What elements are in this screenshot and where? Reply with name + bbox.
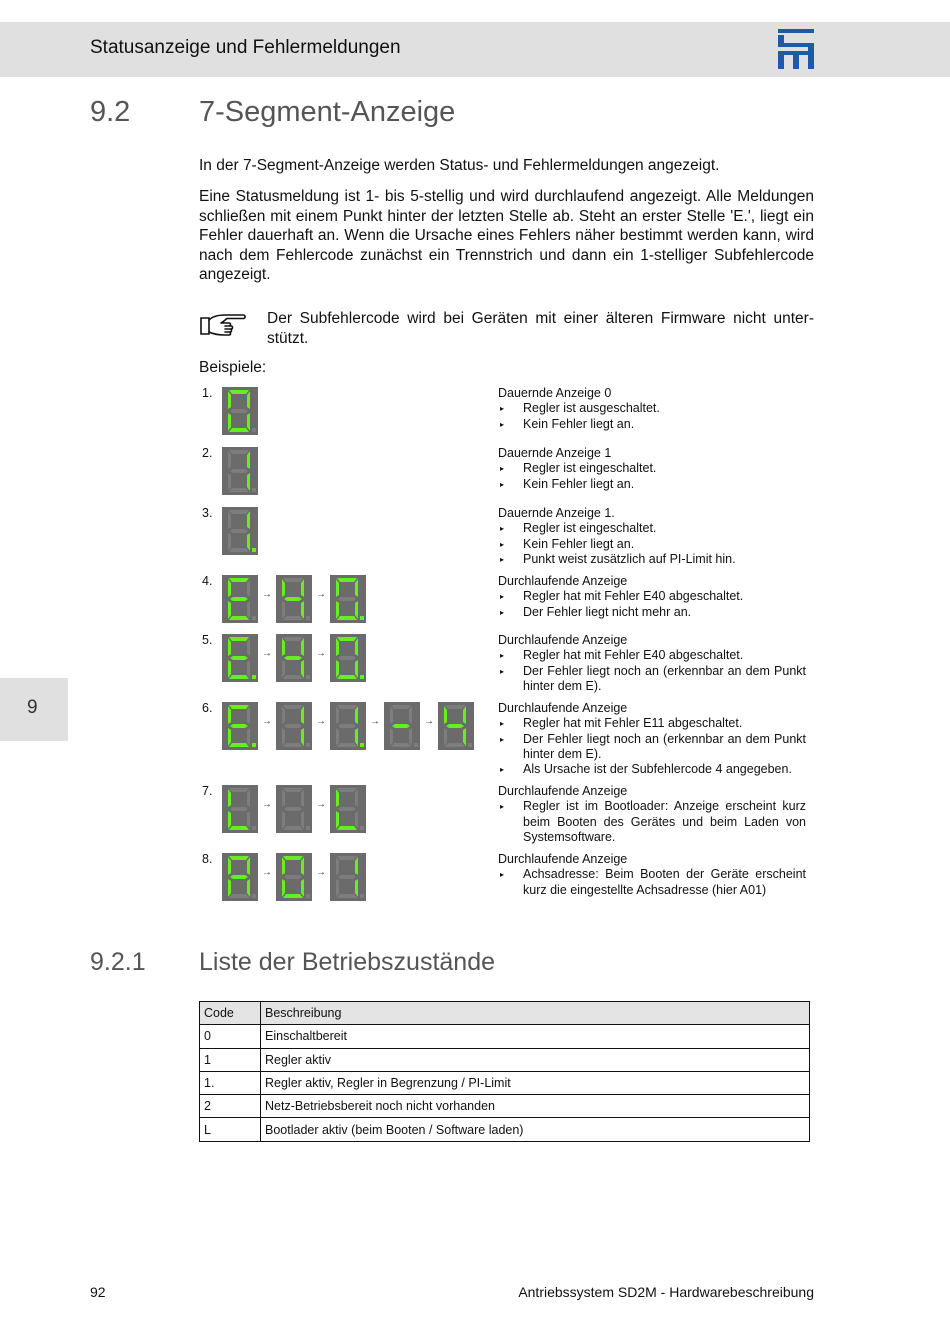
seven-segment-digit (330, 702, 366, 750)
table-row (200, 1071, 810, 1094)
list-item (498, 589, 806, 604)
bullet-text: Als Ursache ist der Subfehlercode 4 angegeben. (523, 762, 792, 777)
seven-segment-digit (276, 853, 312, 901)
bullet-triangle-icon: ▸ (500, 734, 505, 744)
segment-a (283, 856, 303, 860)
bullet-list (498, 648, 806, 694)
decimal-point (252, 894, 256, 898)
bullet-text: Der Fehler liegt noch an (erkennbar an dem Punkt hinter dem E). (523, 663, 806, 693)
list-item (498, 648, 806, 663)
bullet-list (498, 401, 806, 432)
segment-g (446, 724, 464, 728)
example-description (498, 852, 806, 898)
segment-d (283, 826, 303, 830)
list-item (498, 762, 806, 777)
arrow-right-icon: → (316, 716, 326, 727)
decimal-point (252, 428, 256, 432)
footer-page-number: 92 (90, 1284, 106, 1300)
bullet-text: Regler ist eingeschaltet. (523, 521, 657, 536)
seven-segment-digit (222, 853, 258, 901)
list-item (498, 867, 806, 898)
bullet-triangle-icon: ▸ (500, 479, 505, 489)
example-number: 8. (202, 852, 213, 866)
segment-g (230, 529, 248, 533)
segment-d (229, 743, 249, 747)
segment-g (284, 807, 302, 811)
segment-a (229, 705, 249, 709)
arrow-right-icon: → (262, 589, 272, 600)
example-number: 4. (202, 574, 213, 588)
list-item (498, 521, 806, 536)
seven-segment-digit (276, 634, 312, 682)
segment-g (338, 597, 356, 601)
bullet-text: Regler hat mit Fehler E40 abgeschaltet. (523, 648, 744, 663)
decimal-point (252, 616, 256, 620)
section-title: 7-Segment-Anzeige (199, 96, 456, 128)
sew-logo-icon (778, 29, 814, 69)
segment-d (445, 743, 465, 747)
segment-d (337, 743, 357, 747)
decimal-point (252, 488, 256, 492)
bullet-triangle-icon: ▸ (500, 404, 505, 414)
example-title: Dauernde Anzeige 1. (498, 506, 615, 520)
examples-heading: Beispiele: (199, 359, 267, 376)
decimal-point (252, 675, 256, 679)
arrow-right-icon: → (316, 799, 326, 810)
seven-segment-digit (222, 447, 258, 495)
pointing-hand-icon (199, 310, 247, 338)
list-item (498, 799, 806, 845)
example-description (498, 446, 806, 492)
bullet-triangle-icon: ▸ (500, 607, 505, 617)
seven-segment-digit (222, 785, 258, 833)
cell-code: 1 (200, 1048, 261, 1071)
footer-document-title: Antriebssystem SD2M - Hardwarebeschreibung (518, 1284, 814, 1300)
segment-a (229, 637, 249, 641)
bullet-triangle-icon: ▸ (500, 765, 505, 775)
arrow-right-icon: → (424, 716, 434, 727)
segment-g (230, 724, 248, 728)
example-title: Durchlaufende Anzeige (498, 852, 628, 866)
example-title: Durchlaufende Anzeige (498, 701, 628, 715)
segment-a (337, 856, 357, 860)
segment-g (230, 656, 248, 660)
example-description (498, 386, 806, 432)
segment-g (392, 724, 410, 728)
seven-segment-digit (222, 507, 258, 555)
seven-segment-digit (222, 387, 258, 435)
segment-a (229, 856, 249, 860)
segment-a (229, 578, 249, 582)
example-description (498, 701, 806, 777)
decimal-point (252, 743, 256, 747)
list-item (498, 461, 806, 476)
segment-a (445, 705, 465, 709)
section-number: 9.2 (90, 96, 131, 128)
list-item (498, 664, 806, 695)
decimal-point (360, 826, 364, 830)
states-table (199, 1001, 810, 1142)
segment-g (230, 807, 248, 811)
cell-code: 1. (200, 1071, 261, 1094)
segment-a (283, 788, 303, 792)
table-row (200, 1048, 810, 1071)
segment-d (337, 826, 357, 830)
segment-g (338, 656, 356, 660)
bullet-triangle-icon: ▸ (500, 802, 505, 812)
segment-g (284, 875, 302, 879)
bullet-triangle-icon: ▸ (500, 870, 505, 880)
bullet-triangle-icon: ▸ (500, 539, 505, 549)
bullet-triangle-icon: ▸ (500, 554, 505, 564)
arrow-right-icon: → (262, 716, 272, 727)
segment-d (229, 488, 249, 492)
bullet-text: Regler ist im Bootloader: Anzeige erscheint kurz beim Booten des Gerätes und beim Laden von Systemsoftware. (523, 799, 806, 844)
bullet-list (498, 799, 806, 845)
decimal-point (360, 675, 364, 679)
bullet-text: Regler ist eingeschaltet. (523, 461, 657, 476)
intro-paragraph: In der 7-Segment-Anzeige werden Status- und Fehlermeldungen angezeigt. (199, 157, 720, 174)
arrow-right-icon: → (316, 867, 326, 878)
segment-a (391, 705, 411, 709)
segment-d (283, 616, 303, 620)
example-description (498, 506, 806, 567)
segment-d (283, 743, 303, 747)
bullet-triangle-icon: ▸ (500, 651, 505, 661)
segment-a (229, 450, 249, 454)
bullet-triangle-icon: ▸ (500, 419, 505, 429)
bullet-list (498, 521, 806, 567)
segment-g (338, 875, 356, 879)
segment-d (283, 675, 303, 679)
bullet-list (498, 716, 806, 777)
segment-d (337, 894, 357, 898)
segment-d (337, 616, 357, 620)
example-title: Durchlaufende Anzeige (498, 633, 628, 647)
header-code: Code (200, 1002, 261, 1025)
table-row (200, 1025, 810, 1048)
segment-a (337, 578, 357, 582)
segment-d (283, 894, 303, 898)
example-number: 7. (202, 784, 213, 798)
cell-description: Regler aktiv, Regler in Begrenzung / PI-Limit (261, 1071, 810, 1094)
segment-a (283, 705, 303, 709)
segment-g (338, 724, 356, 728)
bullet-text: Punkt weist zusätzlich auf PI-Limit hin. (523, 551, 736, 566)
example-title: Dauernde Anzeige 1 (498, 446, 612, 460)
cell-code: 0 (200, 1025, 261, 1048)
subsection-title: Liste der Betriebszustände (199, 948, 496, 976)
segment-d (391, 743, 411, 747)
header-description: Beschreibung (261, 1002, 810, 1025)
status-paragraph: Eine Statusmeldung ist 1- bis 5-stellig und wird durchlaufend angezeigt. Alle Meldungen schließen mit einem Punkt hinter der letzten Stelle ab. Steht an erster Stelle 'E.', liegt ein Fehler dauerhaft an. Wenn die Ursache eines Fehlers näher bestimmt werden kann, wird nach dem Fehlercode zunächst ein Trennstrich und dann ein 1-stelliger Subfehlercode angezeigt. (199, 188, 814, 283)
example-description (498, 784, 806, 845)
segment-g (230, 875, 248, 879)
cell-description: Bootlader aktiv (beim Booten / Software laden) (261, 1118, 810, 1141)
bullet-text: Kein Fehler liegt an. (523, 476, 635, 491)
arrow-right-icon: → (262, 648, 272, 659)
bullet-text: Regler hat mit Fehler E11 abgeschaltet. (523, 716, 743, 731)
arrow-right-icon: → (262, 799, 272, 810)
segment-g (230, 469, 248, 473)
segment-g (338, 807, 356, 811)
segment-a (337, 705, 357, 709)
seven-segment-digit (330, 575, 366, 623)
bullet-text: Kein Fehler liegt an. (523, 416, 635, 431)
cell-description: Regler aktiv (261, 1048, 810, 1071)
segment-a (229, 788, 249, 792)
list-item (498, 716, 806, 731)
cell-code: L (200, 1118, 261, 1141)
table-header-row (200, 1002, 810, 1025)
header-title: Statusanzeige und Fehlermeldungen (90, 37, 401, 58)
arrow-right-icon: → (370, 716, 380, 727)
segment-d (337, 675, 357, 679)
arrow-right-icon: → (316, 648, 326, 659)
example-number: 1. (202, 386, 213, 400)
cell-code: 2 (200, 1095, 261, 1118)
seven-segment-digit (438, 702, 474, 750)
decimal-point (306, 743, 310, 747)
chapter-tab-label: 9 (27, 697, 38, 718)
list-item (498, 401, 806, 416)
bullet-triangle-icon: ▸ (500, 592, 505, 602)
table-row (200, 1095, 810, 1118)
seven-segment-digit (276, 702, 312, 750)
list-item (498, 552, 806, 567)
decimal-point (252, 826, 256, 830)
cell-description: Einschaltbereit (261, 1025, 810, 1048)
seven-segment-digit (222, 575, 258, 623)
list-item (498, 537, 806, 552)
note-text: Der Subfehlercode wird bei Geräten mit einer älteren Firmware nicht unter-stützt. (267, 310, 814, 347)
decimal-point (252, 548, 256, 552)
segment-g (284, 656, 302, 660)
subsection-number: 9.2.1 (90, 948, 146, 976)
segment-g (230, 597, 248, 601)
bullet-triangle-icon: ▸ (500, 464, 505, 474)
example-number: 2. (202, 446, 213, 460)
seven-segment-digit (330, 853, 366, 901)
decimal-point (360, 743, 364, 747)
segment-a (283, 578, 303, 582)
decimal-point (360, 894, 364, 898)
arrow-right-icon: → (316, 589, 326, 600)
bullet-list (498, 589, 806, 620)
segment-d (229, 548, 249, 552)
example-number: 3. (202, 506, 213, 520)
list-item (498, 732, 806, 763)
bullet-text: Der Fehler liegt noch an (erkennbar an dem Punkt hinter dem E). (523, 731, 806, 761)
seven-segment-digit (330, 785, 366, 833)
bullet-text: Der Fehler liegt nicht mehr an. (523, 604, 692, 619)
bullet-text: Kein Fehler liegt an. (523, 536, 635, 551)
cell-description: Netz-Betriebsbereit noch nicht vorhanden (261, 1095, 810, 1118)
decimal-point (306, 675, 310, 679)
list-item (498, 417, 806, 432)
example-number: 6. (202, 701, 213, 715)
bullet-text: Achsadresse: Beim Booten der Geräte erscheint kurz die eingestellte Achsadresse (hier A01) (523, 867, 806, 897)
segment-a (229, 390, 249, 394)
decimal-point (306, 826, 310, 830)
bullet-list (498, 461, 806, 492)
segment-d (229, 894, 249, 898)
segment-d (229, 826, 249, 830)
example-title: Durchlaufende Anzeige (498, 784, 628, 798)
segment-d (229, 616, 249, 620)
arrow-right-icon: → (262, 867, 272, 878)
bullet-triangle-icon: ▸ (500, 524, 505, 534)
segment-a (229, 510, 249, 514)
segment-g (284, 597, 302, 601)
list-item (498, 477, 806, 492)
segment-g (230, 409, 248, 413)
seven-segment-digit (330, 634, 366, 682)
segment-a (337, 637, 357, 641)
seven-segment-digit (222, 702, 258, 750)
seven-segment-digit (384, 702, 420, 750)
segment-d (229, 428, 249, 432)
decimal-point (360, 616, 364, 620)
decimal-point (468, 743, 472, 747)
bullet-text: Regler hat mit Fehler E40 abgeschaltet. (523, 589, 744, 604)
decimal-point (414, 743, 418, 747)
bullet-text: Regler ist ausgeschaltet. (523, 401, 660, 416)
segment-a (337, 788, 357, 792)
seven-segment-digit (276, 575, 312, 623)
segment-g (284, 724, 302, 728)
bullet-triangle-icon: ▸ (500, 719, 505, 729)
segment-a (283, 637, 303, 641)
bullet-triangle-icon: ▸ (500, 666, 505, 676)
example-title: Durchlaufende Anzeige (498, 574, 628, 588)
bullet-list (498, 867, 806, 898)
segment-d (229, 675, 249, 679)
example-title: Dauernde Anzeige 0 (498, 386, 612, 400)
table-row (200, 1118, 810, 1141)
example-number: 5. (202, 633, 213, 647)
seven-segment-digit (222, 634, 258, 682)
example-description (498, 574, 806, 620)
decimal-point (306, 616, 310, 620)
list-item (498, 605, 806, 620)
decimal-point (306, 894, 310, 898)
seven-segment-digit (276, 785, 312, 833)
example-description (498, 633, 806, 694)
